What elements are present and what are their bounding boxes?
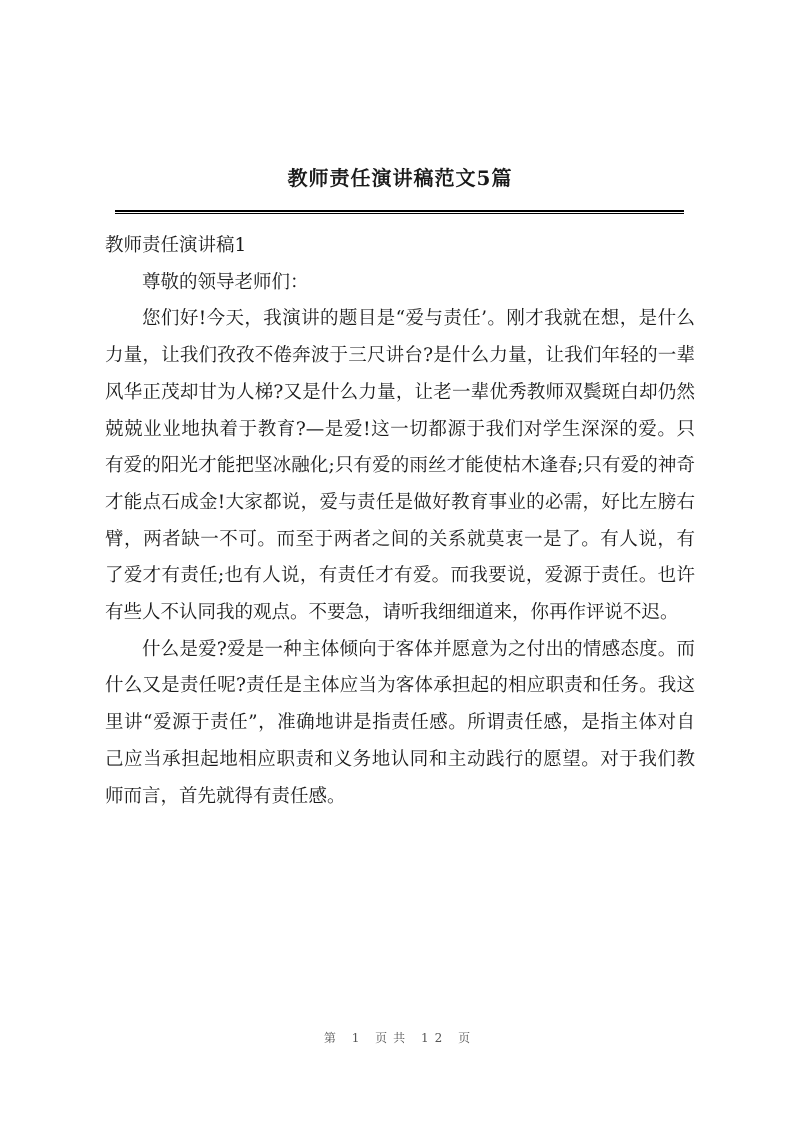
section-heading: 教师责任演讲稿1 [105, 235, 247, 256]
body-paragraph: 什么是爱?爱是一种主体倾向于客体并愿意为之付出的情感态度。而什么又是责任呢?责任是主体应当为客体承担起的相应职责和任务。我这里讲“爱源于责任”，准确地讲是指责任感。所谓责任感，是指主体对自己应当承担起地相应职责和义务地认同和主动践行的愿望。对于我们教师而言，首先就得有责任感。 [105, 638, 695, 807]
page-title: 教师责任演讲稿范文5篇 [287, 166, 513, 190]
title-divider [115, 210, 684, 214]
salutation-paragraph: 尊敬的领导老师们： [142, 271, 309, 293]
document-body [105, 228, 695, 815]
page-number-footer: 第 1 页共 12 页 [323, 1031, 477, 1045]
body-paragraph: 您们好!今天，我演讲的题目是“爱与责任’。刚才我就在想，是什么力量，让我们孜孜不倦奔波于三尺讲台?是什么力量，让我们年轻的一辈风华正茂却甘为人梯?又是什么力量，让老一辈优秀教师双鬓斑白却仍然兢兢业业地执着于教育?—是爱!这一切都源于我们对学生深深的爱。只有爱的阳光才能把坚冰融化;只有爱的雨丝才能使枯木逢春;只有爱的神奇才能点石成金!大家都说，爱与责任是做好教育事业的必需，好比左膀右臂，两者缺一不可。而至于两者之间的关系就莫衷一是了。有人说，有了爱才有责任;也有人说，有责任才有爱。而我要说，爱源于责任。也许有些人不认同我的观点。不要急，请听我细细道来，你再作评说不迟。 [105, 308, 695, 624]
